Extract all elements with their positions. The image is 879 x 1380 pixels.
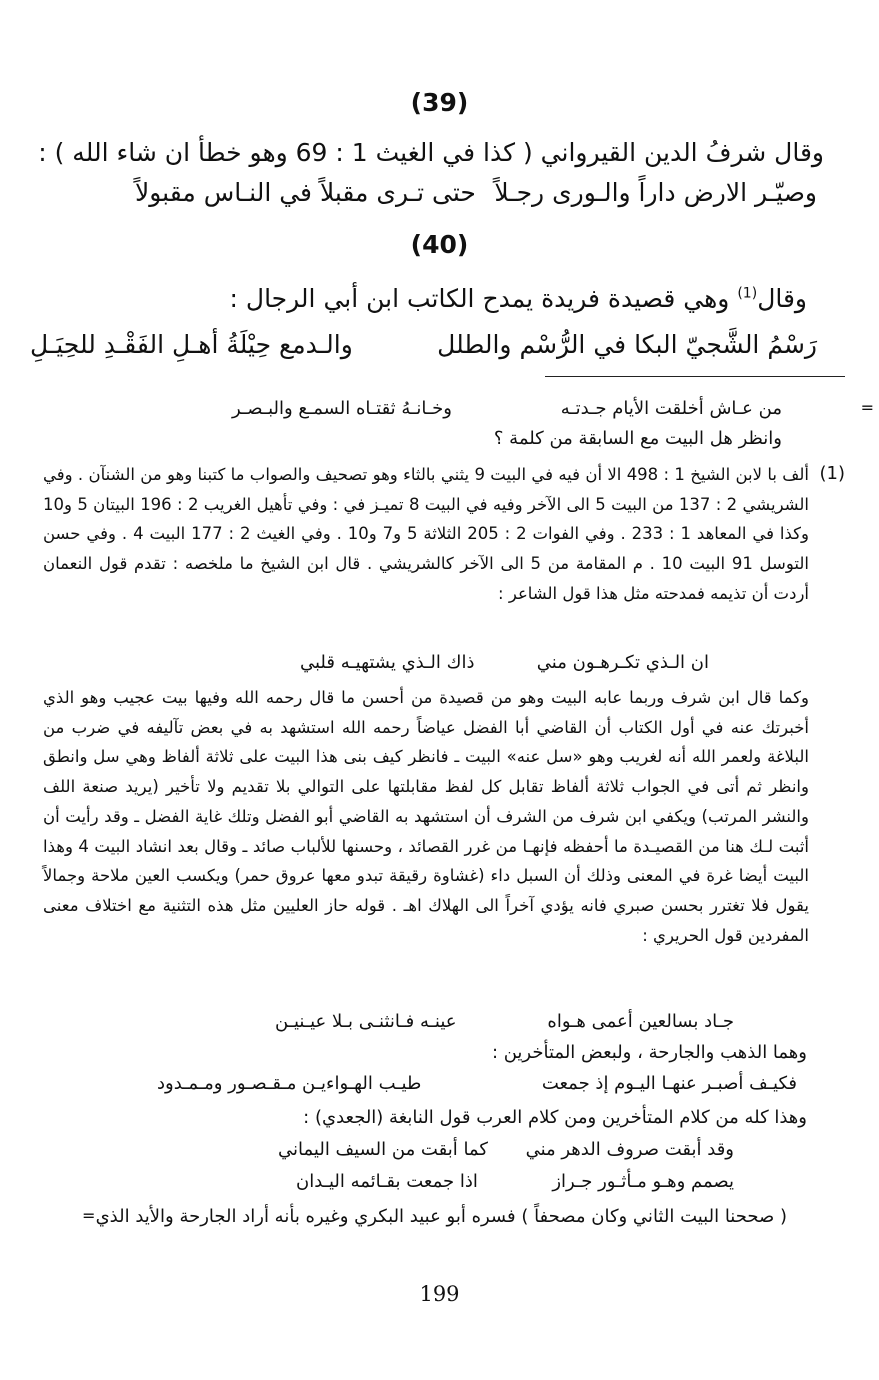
page-number: 199: [419, 1282, 460, 1306]
verse-second-hemistich: حتى تـرى مقبلاً في النـاس مقبولاً: [135, 178, 476, 207]
poem-number-40: (40): [410, 230, 469, 259]
verse-first-hemistich: رَسْمُ الشَّجيّ البكا في الرُّسْم والطلل: [437, 330, 817, 359]
continuation-mark: =: [82, 1206, 96, 1225]
verse-second-hemistich: طيـب الهـواءيـن مـقـصـور ومـمـدود: [157, 1073, 422, 1094]
poem40-intro-prefix: وقال: [757, 284, 807, 313]
verse-first-hemistich: فكيـف أصبـر عنهـا اليـوم إذ جمعت: [541, 1073, 797, 1094]
continuation-line: وانظر هل البيت مع السابقة من كلمة ؟: [493, 428, 782, 449]
text-line: وهما الذهب والجارحة ، ولبعض المتأخرين :: [491, 1042, 807, 1063]
quoted-verse-1: [0, 652, 879, 682]
poem40-intro-suffix: وهي قصيدة فريدة يمدح الكاتب ابن أبي الرجال :: [229, 284, 738, 313]
poem40-verse: [0, 330, 879, 360]
poem39-intro: وقال شرفُ الدين القيرواني ( كذا في الغيث 1 : 69 وهو خطأ ان شاء الله ) :: [38, 138, 824, 167]
poem-number-39: (39): [410, 88, 469, 117]
verse-first-hemistich: ان الـذي تكـرهـون مني: [536, 652, 709, 673]
verse-second-hemistich: اذا جمعت بقـائمه اليـدان: [296, 1171, 478, 1192]
quoted-verse-3: [0, 1073, 879, 1103]
verse-first-hemistich: جـاد بسالعين أعمى هـواه: [547, 1011, 734, 1032]
verse-first-hemistich: من عـاش أخلقت الأيام جـدتـه: [560, 398, 782, 419]
commentary-paragraph: وكما قال ابن شرف وربما عابه البيت وهو من قصيدة من أحسن ما قال رحمه الله وفيها بيت عجيب وهو الذي أخبرتك عنه في أول الكتاب أن القاضي أبا الفضل عياضاً رحمه الله استشهد به في بعض تآليفه في ضرب من البلاغة ولعمر الله أنه لغريب وهو «سل عنه» البيت ـ فانظر كيف بنى هذا البيت على ثلاثة ألفاظ وهي سل وانطق وانظر ثم أتى في الجواب ثلاثة ألفاظ تقابل كل لفظ مقابلتها على التوالي بلا تقديم ولا تأخير (يريد صنعة اللف والنشر المرتب) ويكفي ابن شرف من الشرف أن استشهد به القاضي أبو الفضل وتلك غاية الفضل ـ وقد رأيت أن أثبت لـك هنا من القصيـدة ما أحفظه فإنهـا من غرر القصائد ، وحسنها للألباب صائد ـ وقال بعد انشاد البيت 4 وهذا البيت أيضا غرة في المعنى وذلك أن السبل داء (غشاوة رقيقة تبدو معها عروق حمر) ويكسب العين ملاحة وجمالاً يقول فلا تغترر بحسن صبري فانه يؤدي آخراً الى الهلاك اهـ . قوله حاز العليين مثل هذه التثنية مع اختلاف معنى المفردين قول الحريري :: [43, 688, 809, 945]
verse-second-hemistich: والـدمع حِيْلَةُ أهـلِ الفَقْـدِ للحِيَـلِ: [30, 330, 353, 359]
quoted-verse-5: [0, 1171, 879, 1201]
poem39-verse: [0, 178, 879, 208]
quoted-verse-4: [0, 1139, 879, 1169]
footnote-marker: (1): [819, 463, 845, 484]
verse-first-hemistich: وقد أبقت صروف الدهر مني: [525, 1139, 734, 1160]
text-line: وهذا كله من كلام المتأخرين ومن كلام العرب قول النابغة (الجعدي) :: [303, 1107, 807, 1128]
footnote-reference-mark: (1): [737, 285, 758, 302]
quoted-verse-2: [0, 1011, 879, 1041]
verse-first-hemistich: وصيّـر الارض داراً والـورى رجـلاً: [494, 178, 817, 207]
verse-second-hemistich: ذاك الـذي يشتهيـه قلبي: [300, 652, 475, 673]
verse-second-hemistich: وخـانـهُ ثقتـاه السمـع والبـصـر: [232, 398, 452, 419]
continuation-verse: [0, 398, 879, 428]
continuation-mark: =: [860, 398, 874, 417]
text-line: ( صححنا البيت الثاني وكان مصحفاً ) فسره أبو عبيد البكري وغيره بأنه أراد الجارحة والأيد الذي: [95, 1206, 787, 1227]
footnote-1-text: ألف با لابن الشيخ 1 : 498 الا أن فيه في البيت 9 يثني بالثاء وهو تصحيف والصواب ما كتبنا وهو من الشنآن . وفي الشريشي 2 : 137 من البيت 5 الى الآخر وفيه في البيت 8 تميـز في : وفي تأهيل الغريب 2 : 196 البيتان 5 و10 وكذا في المعاهد 1 : 233 . وفي الفوات 2 : 205 الثلاثة 5 و7 و10 . وفي الغيث 2 : 177 البيت 4 . وفي حسن التوسل 91 البيت 10 . م المقامة من 5 الى الآخر كالشريشي . قال ابن الشيخ ما ملخصه : تقدم قول النعمان أردت أن تذيمه فمدحته مثل هذا قول الشاعر :: [43, 465, 810, 603]
poem40-intro: [230, 284, 807, 313]
verse-second-hemistich: عينـه فـانثنـى بـلا عيـنيـن: [275, 1011, 457, 1032]
footnote-separator: [545, 376, 845, 377]
verse-second-hemistich: كما أبقت من السيف اليماني: [278, 1139, 488, 1160]
verse-first-hemistich: يصمم وهـو مـأثـور جـراز: [552, 1171, 734, 1192]
